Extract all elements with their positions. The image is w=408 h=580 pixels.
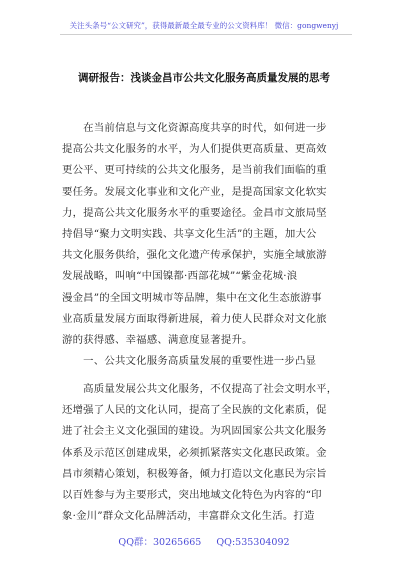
text-line: 象·金川”群众文化品牌活动，丰富群众文化生活。打造 xyxy=(62,510,315,523)
document-title: 调研报告：浅谈金昌市公共文化服务高质量发展的思考 xyxy=(78,72,330,84)
text-line: 还增强了人民的文化认同，提高了全民族的文化素质，促 xyxy=(62,404,327,417)
qq-text: QQ:535304092 xyxy=(216,537,290,548)
header-note: 关注头条号“公文研究”，获得最新最全最专业的公文资料库！ 微信：gongwenyj xyxy=(69,21,339,30)
text-line: 提高公共文化服务的水平，为人们提供更高质量、更高效 xyxy=(62,143,327,156)
text-line: 更公平、更可持续的公共文化服务，是当前我们面临的重 xyxy=(62,164,327,177)
text-line: 游的获得感、幸福感、满意度显著提升。 xyxy=(62,333,253,346)
header-divider xyxy=(60,34,352,35)
text-line: 漫金昌”的全国文明城市等品牌，集中在文化生态旅游事 xyxy=(62,291,322,304)
text-line: 以百姓参与为主要形式，突出地域文化特色为内容的“印 xyxy=(62,488,322,501)
qq-group-text: QQ群：30265665 xyxy=(118,537,202,548)
text-line: 业高质量发展方面取得新进展，着力使人民群众对文化旅 xyxy=(62,312,327,325)
text-line: 发展战略，叫响“中国镍都·西部花城”“紫金花城·浪 xyxy=(62,270,298,283)
text-line: 体系及示范区创建成果，必须抓紧落实文化惠民政策。金 xyxy=(62,446,327,459)
paragraph-section-one xyxy=(62,379,350,527)
text-line: 持倡导“聚力文明实践、共享文化生活”的主题，加大公 xyxy=(62,227,317,240)
text-line: 进了社会主义文化强国的建设。为巩固国家公共文化服务 xyxy=(62,425,327,438)
paragraph-intro xyxy=(62,118,350,372)
text-line: 在当前信息与文化资源高度共享的时代，如何进一步 xyxy=(62,122,327,134)
text-line: 要任务。发展文化事业和文化产业，是提高国家文化软实 xyxy=(62,185,327,198)
footer-contact xyxy=(0,534,408,548)
text-line: 力，提高公共文化服务水平的重要途径。金昌市文旅局坚 xyxy=(62,206,327,219)
section-heading: 一、公共文化服务高质量发展的重要性进一步凸显 xyxy=(62,355,317,368)
text-line: 共文化服务供给，强化文化遗产传承保护，实施全域旅游 xyxy=(62,249,327,262)
text-line: 昌市须精心策划，积极筹备，倾力打造以文化惠民为宗旨 xyxy=(62,467,327,480)
text-line: 高质量发展公共文化服务，不仅提高了社会文明水平， xyxy=(62,383,338,395)
